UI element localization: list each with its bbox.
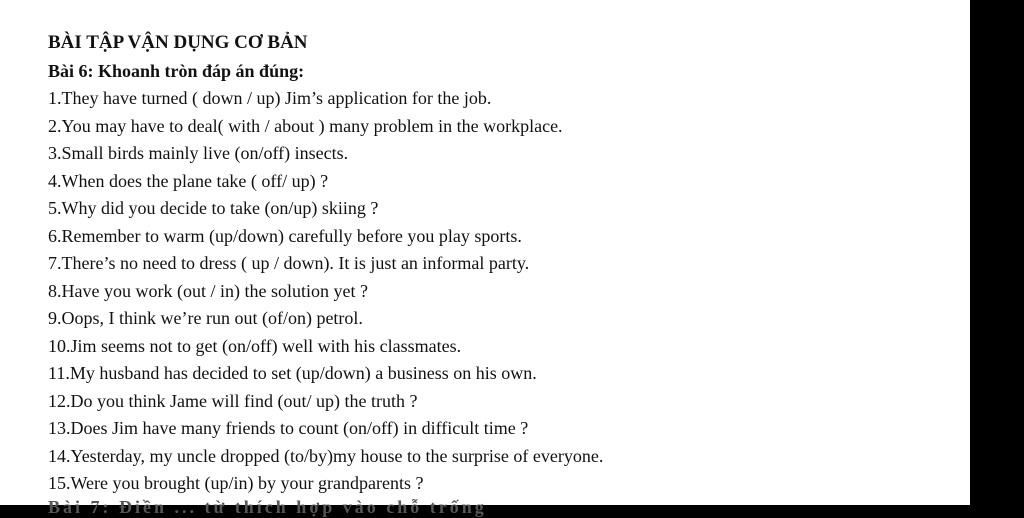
exercise-list <box>48 85 603 498</box>
exercise-item: 15.Were you brought (up/in) by your grandparents ? <box>48 473 424 493</box>
exercise-item: 4.When does the plane take ( off/ up) ? <box>48 170 329 191</box>
exercise-item: 8.Have you work (out / in) the solution yet ? <box>48 280 368 301</box>
exercise-item: 14.Yesterday, my uncle dropped (to/by)my house to the surprise of everyone. <box>48 445 604 466</box>
exercise-item: 1.They have turned ( down / up) Jim’s application for the job. <box>48 88 492 108</box>
cut-off-next-exercise: Bài 7: Điền ... từ thích hợp vào chỗ trống <box>48 497 487 517</box>
exercise-item: 3.Small birds mainly live (on/off) insects. <box>48 143 349 163</box>
exercise-item: 10.Jim seems not to get (on/off) well with his classmates. <box>48 335 462 356</box>
exercise-item: 6.Remember to warm (up/down) carefully before you play sports. <box>48 225 522 246</box>
exercise-item: 12.Do you think Jame will find (out/ up) the truth ? <box>48 390 418 411</box>
exercise-item: 13.Does Jim have many friends to count (on/off) in difficult time ? <box>48 418 529 438</box>
document-content <box>48 30 603 498</box>
exercise-item: 5.Why did you decide to take (on/up) skiing ? <box>48 198 379 218</box>
exercise-item: 11.My husband has decided to set (up/down) a business on his own. <box>48 363 537 383</box>
exercise-item: 7.There’s no need to dress ( up / down). It is just an informal party. <box>48 253 530 273</box>
exercise-title: Bài 6: Khoanh tròn đáp án đúng: <box>48 61 305 81</box>
exercise-item: 9.Oops, I think we’re run out (of/on) petrol. <box>48 308 363 328</box>
document-heading: BÀI TẬP VẬN DỤNG CƠ BẢN <box>48 32 308 53</box>
exercise-item: 2.You may have to deal( with / about ) many problem in the workplace. <box>48 115 563 136</box>
